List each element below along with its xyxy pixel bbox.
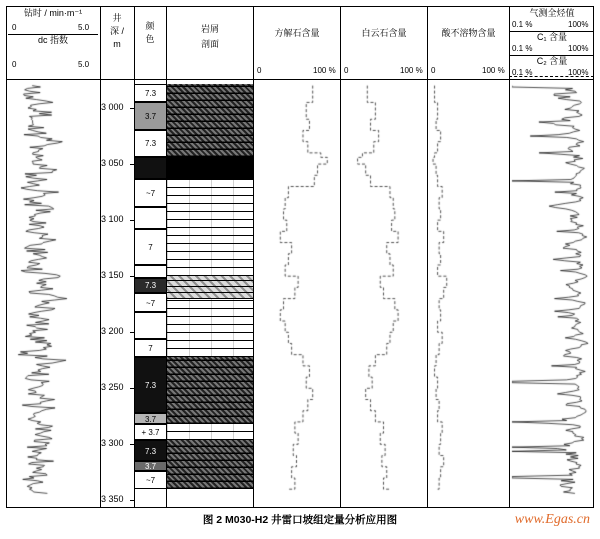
watermark: www.Egas.cn — [514, 512, 590, 527]
figure-caption: 图 2 M030-H2 井雷口坡组定量分析应用图 — [202, 514, 398, 526]
